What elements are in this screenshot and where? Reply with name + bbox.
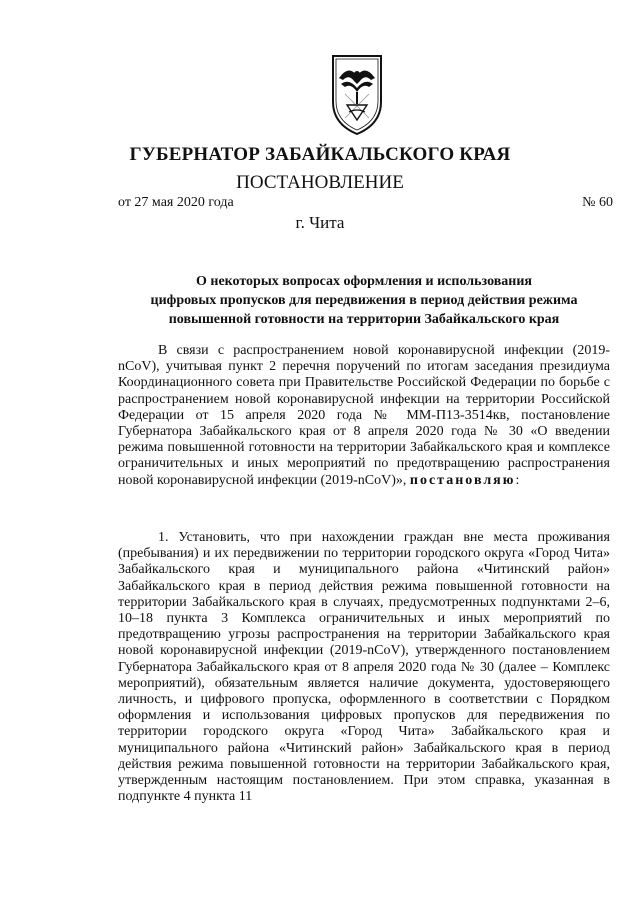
document-type: ПОСТАНОВЛЕНИЕ <box>236 172 404 193</box>
decree-word: постановляю <box>409 472 516 488</box>
authority-name: ГУБЕРНАТОР ЗАБАЙКАЛЬСКОГО КРАЯ <box>129 144 511 165</box>
document-title <box>118 272 610 329</box>
clause-1-text: 1. Установить, что при нахождении граждан вне места проживания (пребывания) и их передвижении по территории городского округа «Город Чита» Забайкальского края и муниципального района «Читинский район» Забайкальского края в период действия режима повышенной готовности на территории Забайкальского края в случаях, предусмотренных подпунктами 2–6, 10–18 пункта 3 Комплекса ограничительных и иных мероприятий по предотвращению угрозы распространения на территории Забайкальского края новой коронавирусной инфекции (2019-nCoV), утвержденного постановлением Губернатора Забайкальского края от 8 апреля 2020 года № 30 (далее – Комплекс мероприятий), обязательным является наличие документа, удостоверяющего личность, и цифрового пропуска, оформленного в соответствии с Порядком оформления и использования цифровых пропусков для передвижения по территории городского округа «Город Чита» Забайкальского края и муниципального района «Читинский район» Забайкальского края в период действия режима повышенной готовности на территории Забайкальского края, утвержденным настоящим постановлением. При этом справка, указанная в подпункте 4 пункта 11 <box>118 530 610 805</box>
clause-1-paragraph <box>118 530 610 805</box>
document-number: № 60 <box>582 195 613 210</box>
preamble-text: В связи с распространением новой коронавирусной инфекции (2019-nCoV), учитывая пункт 2 перечня поручений по итогам заседания президиума Координационного совета при Правительстве Российской Федерации по борьбе с распространением новой коронавирусной инфекции на территории Российской Федерации от 15 апреля 2020 года № ММ-П13-3514кв, постановление Губернатора Забайкальского края от 8 апреля 2020 года № 30 «О введении режима повышенной готовности на территории Забайкальского края и комплексе ограничительных и иных мероприятий по предотвращению распространения новой коронавирусной инфекции (2019-nCoV)», <box>118 343 610 488</box>
title-line: цифровых пропусков для передвижения в период действия режима <box>150 293 578 308</box>
title-line: О некоторых вопросах оформления и использования <box>196 274 532 289</box>
document-date: от 27 мая 2020 года <box>118 195 234 210</box>
title-line: повышенной готовности на территории Забайкальского края <box>168 312 560 327</box>
zabaikalsky-krai-coat-of-arms-icon <box>327 50 387 140</box>
document-city: г. Чита <box>295 213 345 232</box>
preamble-paragraph <box>118 343 610 489</box>
decree-colon: : <box>515 472 520 488</box>
